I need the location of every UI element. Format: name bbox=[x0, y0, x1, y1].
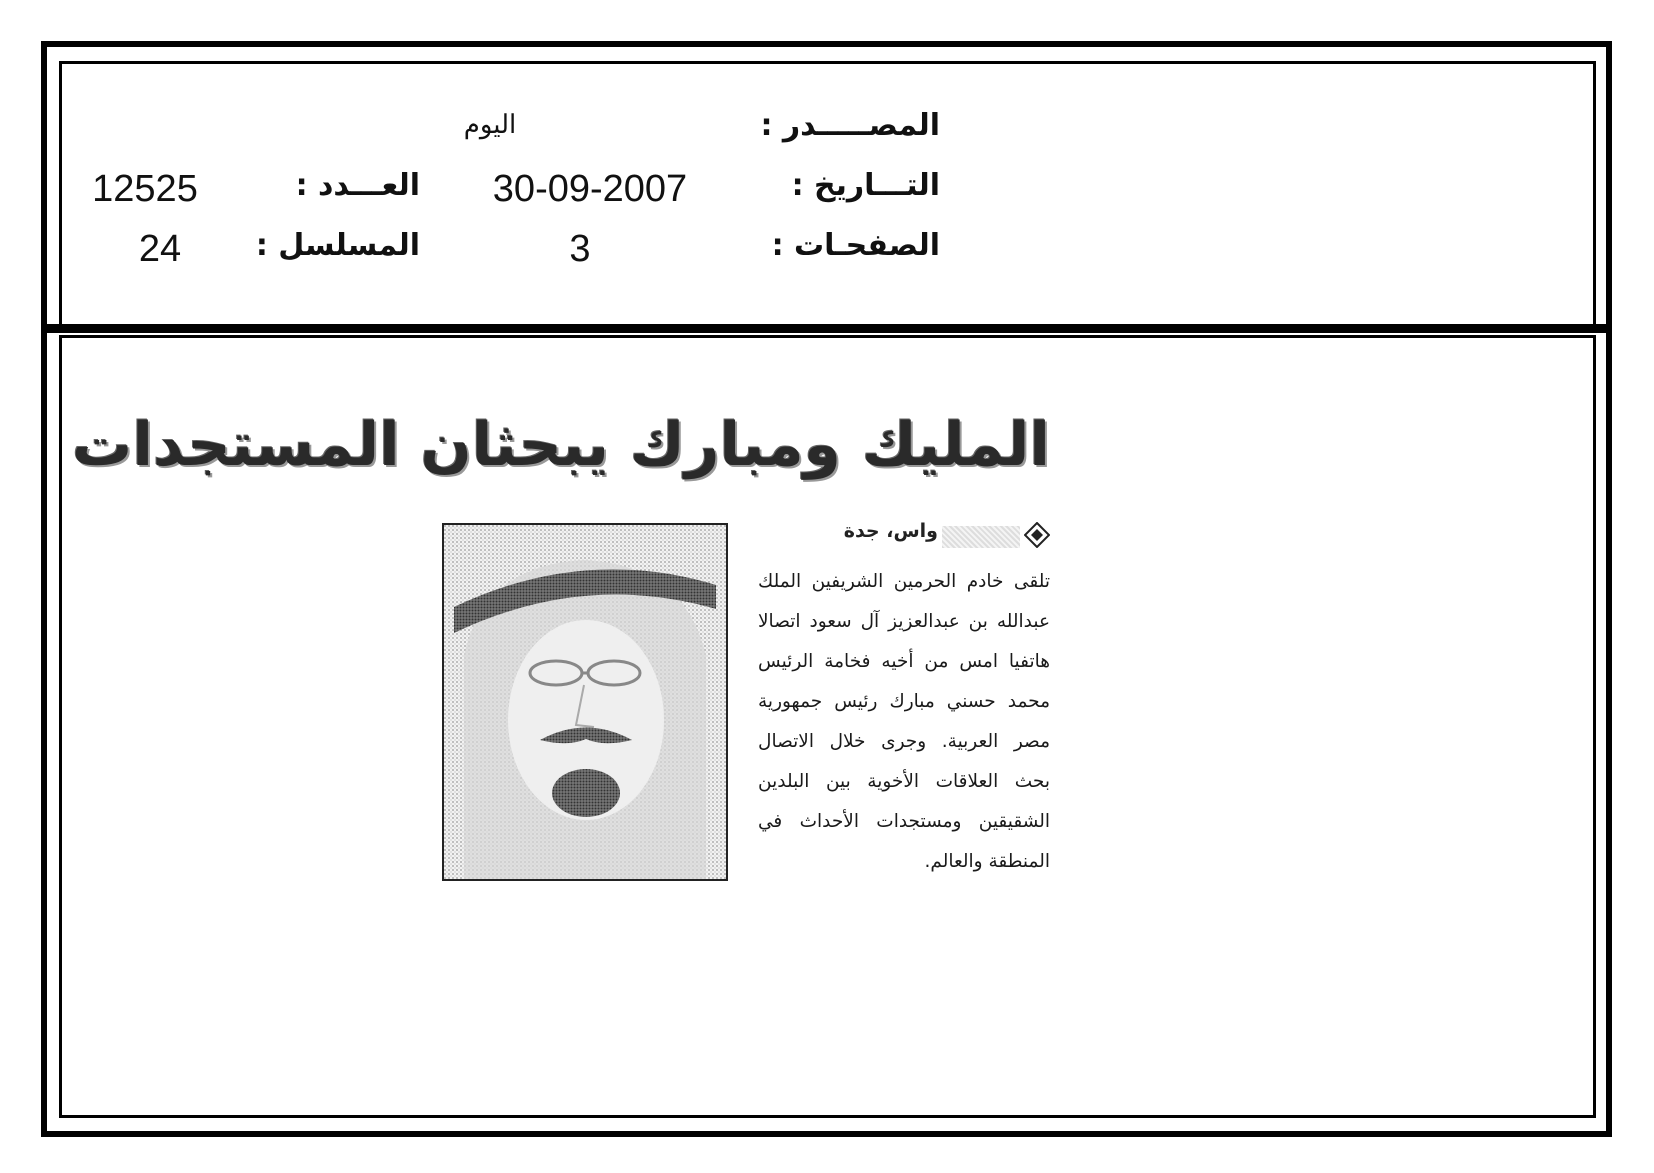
pages-value: 3 bbox=[569, 228, 591, 270]
portrait-image bbox=[444, 525, 726, 879]
diamond-icon bbox=[1024, 522, 1050, 548]
serial-label: المسلسل : bbox=[255, 228, 420, 263]
pages-label: الصفحـات : bbox=[771, 228, 940, 263]
issue-label: العـــدد : bbox=[295, 168, 420, 203]
article-headline: المليك ومبارك يبحثان المستجدات bbox=[72, 410, 1050, 480]
source-value: اليوم bbox=[463, 110, 517, 140]
header-divider bbox=[41, 324, 1612, 333]
article-byline bbox=[843, 520, 1050, 560]
source-label: المصـــــدر : bbox=[760, 108, 940, 143]
date-label: التـــاريخ : bbox=[791, 168, 940, 203]
issue-value: 12525 bbox=[92, 168, 198, 210]
byline-text: واس، جدة bbox=[843, 520, 938, 542]
article-body bbox=[758, 562, 1050, 882]
date-value: 30-09-2007 bbox=[492, 168, 688, 210]
article-photo bbox=[442, 523, 728, 881]
byline-shade bbox=[942, 526, 1020, 548]
serial-value: 24 bbox=[138, 228, 182, 270]
article-body-text: تلقى خادم الحرمين الشريفين الملك عبدالله بن عبدالعزيز آل سعود اتصالا هاتفيا امس من أخيه فخامة الرئيس محمد حسني مبارك رئيس جمهورية مصر العربية. وجرى خلال الاتصال بحث العلاقات الأخوية بين البلدين الشقيقين ومستجدات الأحداث في المنطقة والعالم. bbox=[758, 571, 1050, 872]
